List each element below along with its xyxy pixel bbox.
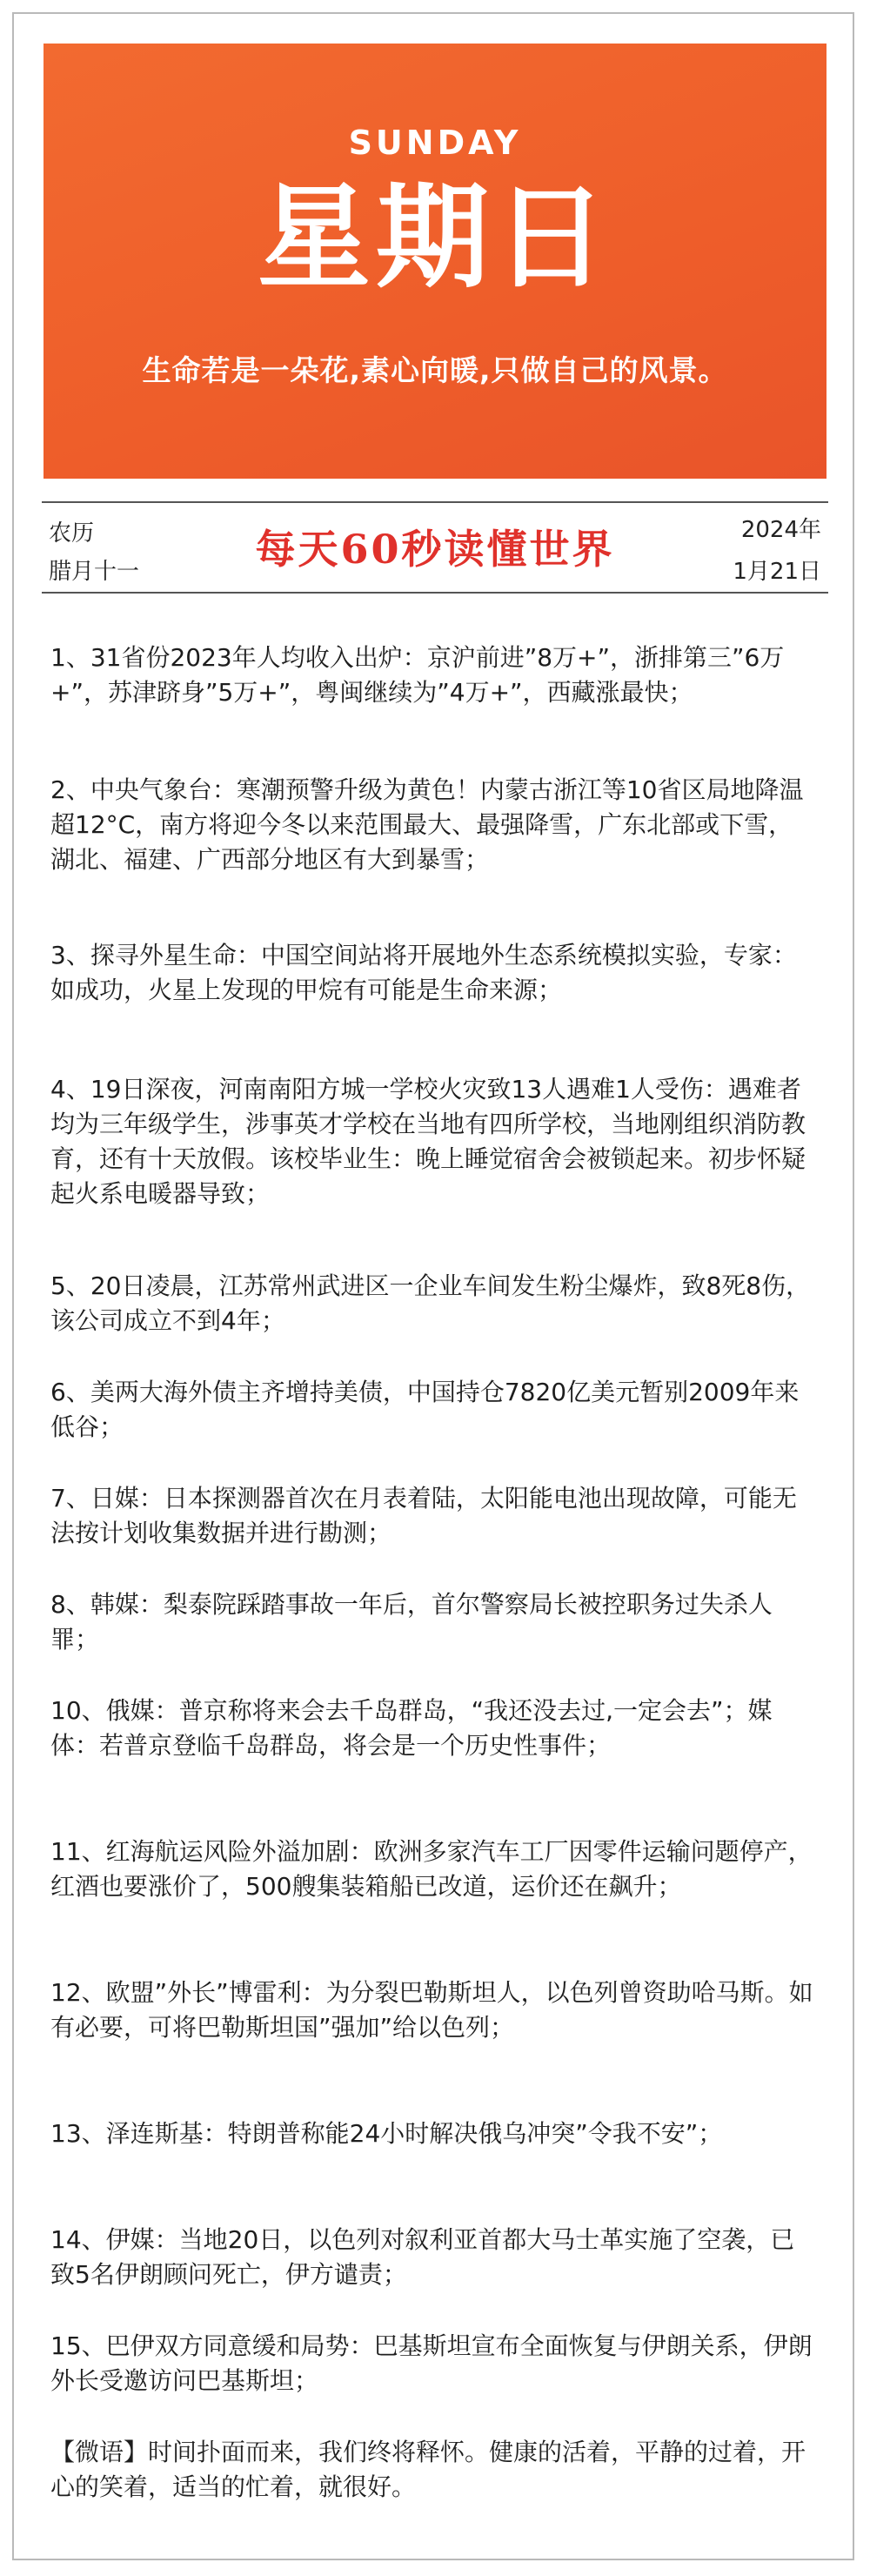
lunar-label: 农历 <box>49 520 95 547</box>
news-item-8: 8、韩媒：梨泰院踩踏事故一年后，首尔警察局长被控职务过失杀人罪； <box>50 1590 773 1654</box>
motto: 生命若是一朵花,素心向暖,只做自己的风景。 <box>142 353 728 387</box>
news-item-10: 10、俄媒：普京称将来会去千岛群岛，“我还没去过,一定会去”；媒体：若普京登临千岛群岛，将会是一个历史性事件； <box>50 1696 773 1760</box>
weiyu-quote: 【微语】时间扑面而来，我们终将释怀。健康的活着，平静的过着，开心的笑着，适当的忙着，就很好。 <box>50 2438 806 2501</box>
page-title: 每天60秒读懂世界 <box>255 526 615 573</box>
news-item-13: 13、泽连斯基：特朗普称能24小时解决俄乌冲突”令我不安”； <box>50 2119 723 2148</box>
news-item-6: 6、美两大海外债主齐增持美债，中国持仓7820亿美元暂别2009年来低谷； <box>50 1378 800 1441</box>
year: 2024年 <box>740 517 821 543</box>
header-bottom-rule <box>42 592 828 594</box>
news-item-2: 2、中央气象台：寒潮预警升级为黄色！内蒙古浙江等10省区局地降温超12°C，南方将迎今冬以来范围最大、最强降雪，广东北部或下雪，湖北、福建、广西部分地区有大到暴雪； <box>50 775 804 874</box>
news-item-3: 3、探寻外星生命：中国空间站将开展地外生态系统模拟实验，专家：如成功，火星上发现的甲烷有可能是生命来源； <box>50 941 797 1004</box>
weekday-chinese: 星期日 <box>257 171 612 304</box>
news-item-15: 15、巴伊双方同意缓和局势：巴基斯坦宣布全面恢复与伊朗关系，伊朗外长受邀访问巴基斯坦； <box>50 2331 813 2395</box>
news-item-11: 11、红海航运风险外溢加剧：欧洲多家汽车工厂因零件运输问题停产，红酒也要涨价了，500艘集装箱船已改道，运价还在飙升； <box>50 1837 813 1901</box>
news-item-5: 5、20日凌晨，江苏常州武进区一企业车间发生粉尘爆炸，致8死8伤，该公司成立不到4年； <box>50 1271 811 1335</box>
header-top-rule <box>42 501 828 503</box>
news-item-4: 4、19日深夜，河南南阳方城一学校火灾致13人遇难1人受伤：遇难者均为三年级学生，涉事英才学校在当地有四所学校，当地刚组织消防教育，还有十天放假。该校毕业生：晚上睡觉宿舍会被锁起来。初步怀疑起火系电暖器导致； <box>50 1075 806 1208</box>
hero-banner <box>44 44 826 479</box>
news-item-12: 12、欧盟”外长”博雷利：为分裂巴勒斯坦人，以色列曾资助哈马斯。如有必要，可将巴勒斯坦国”强加”给以色列； <box>50 1978 813 2042</box>
news-item-7: 7、日媒：日本探测器首次在月表着陆，太阳能电池出现故障，可能无法按计划收集数据并进行勘测； <box>50 1484 797 1547</box>
weekday-english: SUNDAY <box>348 124 522 162</box>
date: 1月21日 <box>733 559 821 585</box>
lunar-date: 腊月十一 <box>49 559 140 585</box>
news-item-14: 14、伊媒：当地20日，以色列对叙利亚首都大马士革实施了空袭，已致5名伊朗顾问死亡，伊方谴责； <box>50 2225 795 2289</box>
news-item-1: 1、31省份2023年人均收入出炉：京沪前进”8万+”，浙排第三”6万+”，苏津跻身”5万+”，粤闽继续为”4万+”，西藏涨最快； <box>50 643 785 707</box>
